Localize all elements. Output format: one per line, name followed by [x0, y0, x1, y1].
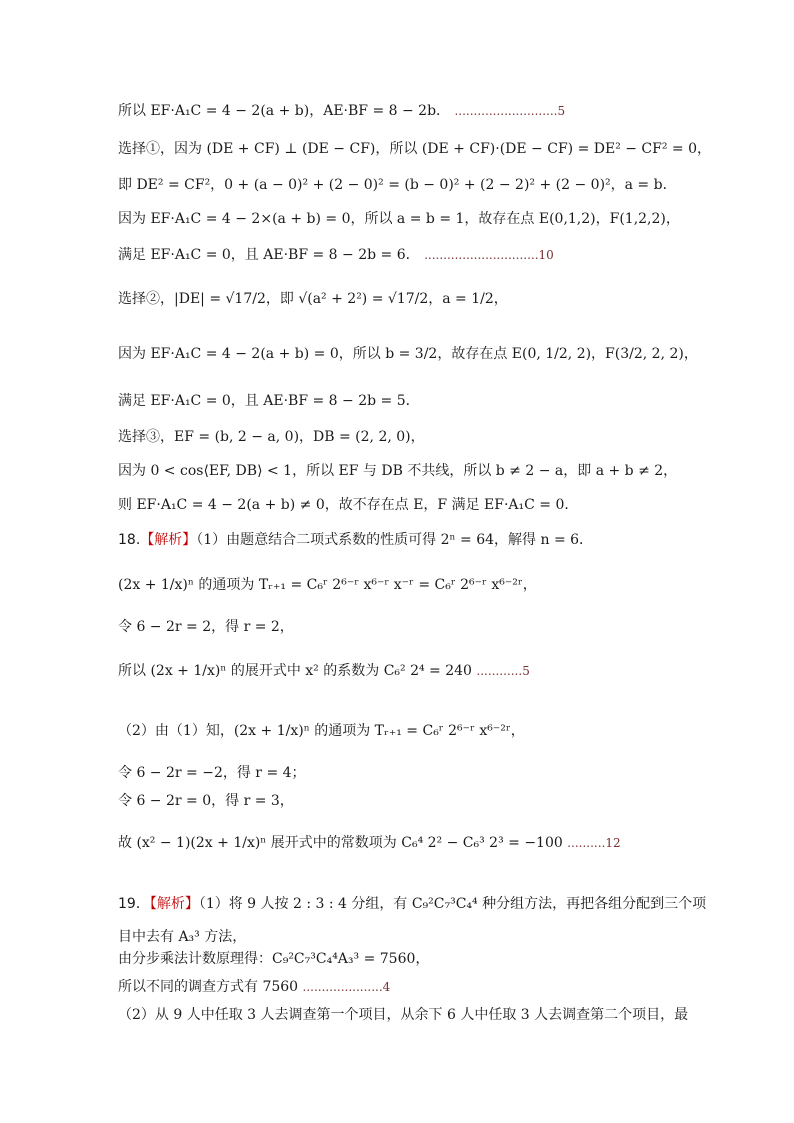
- line-text: 满足 EF·A₁C = 0，且 AE·BF = 8 − 2b = 6．: [118, 247, 420, 263]
- text-line: [118, 290, 734, 308]
- line-text: (2x + 1/x)ⁿ 的通项为 Tᵣ₊₁ = C₆ʳ 2⁶⁻ʳ x⁶⁻ʳ x⁻ʳ = C₆ʳ 2⁶⁻ʳ x⁶⁻²ʳ，: [118, 577, 537, 593]
- line-text: 由分步乘法计数原理得：C₉²C₇³C₄⁴A₃³ = 7560，: [118, 951, 430, 967]
- line-text: 所以不同的调查方式有 7560: [118, 979, 299, 995]
- line-text: 因为 0 < cos⟨EF, DB⟩ < 1，所以 EF 与 DB 不共线，所以 b ≠ 2 − a，即 a + b ≠ 2，: [118, 463, 678, 479]
- score-mark: 5: [557, 104, 566, 118]
- dot-leader: ..........: [567, 836, 606, 850]
- score-mark: 10: [538, 248, 554, 262]
- text-line: [118, 210, 734, 228]
- line-text: 目中去有 A₃³ 方法，: [118, 929, 247, 945]
- text-line: [118, 462, 734, 480]
- dot-leader: .....................: [302, 980, 383, 994]
- line-text: （2）从 9 人中任取 3 人去调查第一个项目，从余下 6 人中任取 3 人去调查第二个项目，最: [118, 1007, 689, 1023]
- line-text: 选择②，|DE| = √17/2，即 √(a² + 2²) = √17/2，a = 1/2，: [118, 291, 508, 307]
- section-heading: 【解析】: [140, 532, 197, 548]
- text-line: [118, 928, 734, 946]
- text-line: [118, 662, 734, 680]
- text-line: [118, 792, 734, 810]
- line-text: 因为 EF·A₁C = 4 − 2(a + b) = 0，所以 b = 3/2，故存在点 E(0, 1/2, 2)，F(3/2, 2, 2)，: [118, 346, 698, 362]
- line-text: （1）由题意结合二项式系数的性质可得 2ⁿ = 64，解得 n = 6．: [196, 532, 594, 548]
- score-mark: 12: [605, 836, 621, 850]
- text-line: [118, 978, 734, 996]
- line-text: 令 6 − 2r = 0，得 r = 3，: [118, 793, 294, 809]
- line-text: 则 EF·A₁C = 4 − 2(a + b) ≠ 0，故不存在点 E，F 满足 EF·A₁C = 0．: [118, 497, 579, 513]
- score-mark: 4: [382, 980, 391, 994]
- text-line: [118, 576, 734, 594]
- problem-number: 19．: [118, 896, 150, 912]
- text-line: [118, 428, 734, 446]
- text-line: [118, 140, 734, 158]
- text-line: [118, 392, 734, 410]
- text-line: [118, 345, 734, 363]
- score-mark: 5: [522, 664, 530, 678]
- text-line: [118, 722, 734, 740]
- line-text: 所以 EF·A₁C = 4 − 2(a + b)，AE·BF = 8 − 2b．: [118, 103, 451, 119]
- line-text: 选择①，因为 (DE + CF) ⊥ (DE − CF)，所以 (DE + CF)·(DE − CF) = DE² − CF² = 0，: [118, 141, 712, 157]
- line-text: 因为 EF·A₁C = 4 − 2×(a + b) = 0，所以 a = b = 1，故存在点 E(0,1,2)，F(1,2,2)，: [118, 211, 680, 227]
- problem-number: 18.: [118, 532, 141, 548]
- text-line: [118, 764, 734, 782]
- text-line: [118, 496, 734, 514]
- text-line: [118, 176, 734, 194]
- text-line: [118, 102, 734, 120]
- line-text: 令 6 − 2r = 2，得 r = 2，: [118, 619, 294, 635]
- dot-leader: ............: [476, 664, 523, 678]
- text-line: [118, 531, 734, 549]
- text-line: [118, 895, 734, 913]
- text-line: [118, 246, 734, 264]
- line-text: 所以 (2x + 1/x)ⁿ 的展开式中 x² 的系数为 C₆² 2⁴ = 240: [118, 663, 472, 679]
- line-text: 即 DE² = CF²，0 + (a − 0)² + (2 − 0)² = (b − 0)² + (2 − 2)² + (2 − 0)²，a = b．: [118, 177, 677, 193]
- line-text: 令 6 − 2r = −2，得 r = 4；: [118, 765, 306, 781]
- dot-leader: ...........................: [454, 104, 558, 118]
- line-text: （1）将 9 人按 2 : 3 : 4 分组，有 C₉²C₇³C₄⁴ 种分组方法，再把各组分配到三个项: [198, 896, 707, 912]
- line-text: （2）由（1）知，(2x + 1/x)ⁿ 的通项为 Tᵣ₊₁ = C₆ʳ 2⁶⁻ʳ x⁶⁻²ʳ，: [118, 723, 525, 739]
- line-text: 满足 EF·A₁C = 0，且 AE·BF = 8 − 2b = 5．: [118, 393, 420, 409]
- text-line: [118, 618, 734, 636]
- line-text: 故 (x² − 1)(2x + 1/x)ⁿ 展开式中的常数项为 C₆⁴ 2² − C₆³ 2³ = −100: [118, 835, 563, 851]
- text-line: [118, 1006, 734, 1024]
- dot-leader: ..............................: [424, 248, 539, 262]
- line-text: 选择③，EF = (b, 2 − a, 0)，DB = (2, 2, 0)，: [118, 429, 425, 445]
- section-heading: 【解析】: [149, 896, 199, 912]
- text-line: [118, 834, 734, 852]
- text-line: [118, 950, 734, 968]
